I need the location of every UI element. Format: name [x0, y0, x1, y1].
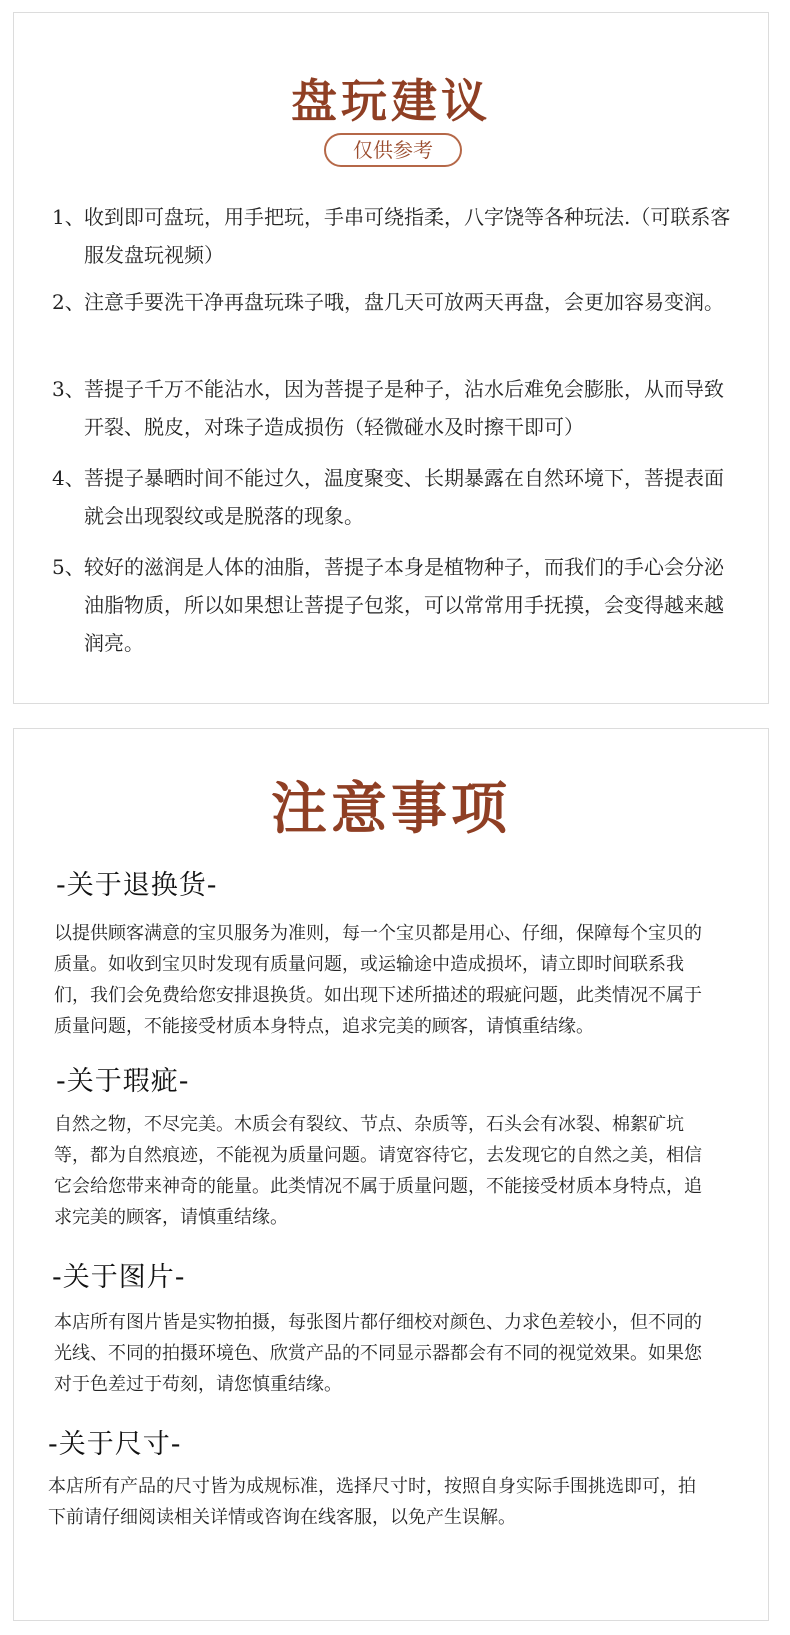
pictures-text: 本店所有图片皆是实物拍摄，每张图片都仔细校对颜色、力求色差较小，但不同的光线、不同的拍摄环境色、欣赏产品的不同显示器都会有不同的视觉效果。如果您对于色差过于苟刻，请您慎重结缘。: [54, 1312, 702, 1395]
care-suggestions-card: [13, 12, 769, 704]
notice-title: 注意事项: [271, 776, 511, 842]
list-item: [52, 459, 732, 535]
list-item: [52, 370, 732, 446]
list-item: [52, 283, 732, 321]
tip-number: 3、: [52, 377, 85, 401]
flaws-text: 自然之物，不尽完美。木质会有裂纹、节点、杂质等，石头会有冰裂、棉絮矿坑等，都为自然痕迹，不能视为质量问题。请宽容待它，去发现它的自然之美，相信它会给您带来神奇的能量。此类情况不属于质量问题，不能接受材质本身特点，追求完美的顾客，请慎重结缘。: [54, 1114, 702, 1228]
list-item: [52, 198, 732, 274]
tip-number: 4、: [52, 466, 85, 490]
tip-text: 较好的滋润是人体的油脂，菩提子本身是植物种子，而我们的手心会分泌油脂物质，所以如果想让菩提子包浆，可以常常用手抚摸，会变得越来越润亮。: [84, 555, 724, 655]
size-text: 本店所有产品的尺寸皆为成规标准，选择尺寸时，按照自身实际手围挑选即可，拍下前请仔细阅读相关详情或咨询在线客服，以免产生误解。: [48, 1476, 696, 1528]
list-item: [52, 548, 732, 662]
return-exchange-text: 以提供顾客满意的宝贝服务为准则，每一个宝贝都是用心、仔细，保障每个宝贝的质量。如收到宝贝时发现有质量问题，或运输途中造成损坏，请立即时间联系我们，我们会免费给您安排退换货。如出现下述所描述的瑕疵问题，此类情况不属于质量问题，不能接受材质本身特点，追求完美的顾客，请慎重结缘。: [54, 923, 702, 1037]
flaws-heading: -关于瑕疵-: [56, 1066, 190, 1097]
tip-text: 菩提子千万不能沾水，因为菩提子是种子，沾水后难免会膨胀，从而导致开裂、脱皮，对珠子造成损伤（轻微碰水及时擦干即可）: [84, 377, 724, 439]
notice-card: [13, 728, 769, 1621]
tip-number: 1、: [52, 205, 85, 229]
return-exchange-heading: -关于退换货-: [56, 870, 218, 901]
pictures-heading: -关于图片-: [52, 1262, 186, 1293]
tip-text: 菩提子暴晒时间不能过久，温度聚变、长期暴露在自然环境下，菩提表面就会出现裂纹或是脱落的现象。: [84, 466, 724, 528]
size-heading: -关于尺寸-: [48, 1429, 182, 1460]
reference-badge: 仅供参考: [324, 133, 462, 167]
tip-text: 注意手要洗干净再盘玩珠子哦，盘几天可放两天再盘，会更加容易变润。: [84, 290, 724, 314]
tip-number: 2、: [52, 290, 85, 314]
tip-text: 收到即可盘玩，用手把玩，手串可绕指柔，八字饶等各种玩法.（可联系客服发盘玩视频）: [84, 205, 731, 267]
tip-number: 5、: [52, 555, 85, 579]
care-title: 盘玩建议: [291, 74, 491, 128]
